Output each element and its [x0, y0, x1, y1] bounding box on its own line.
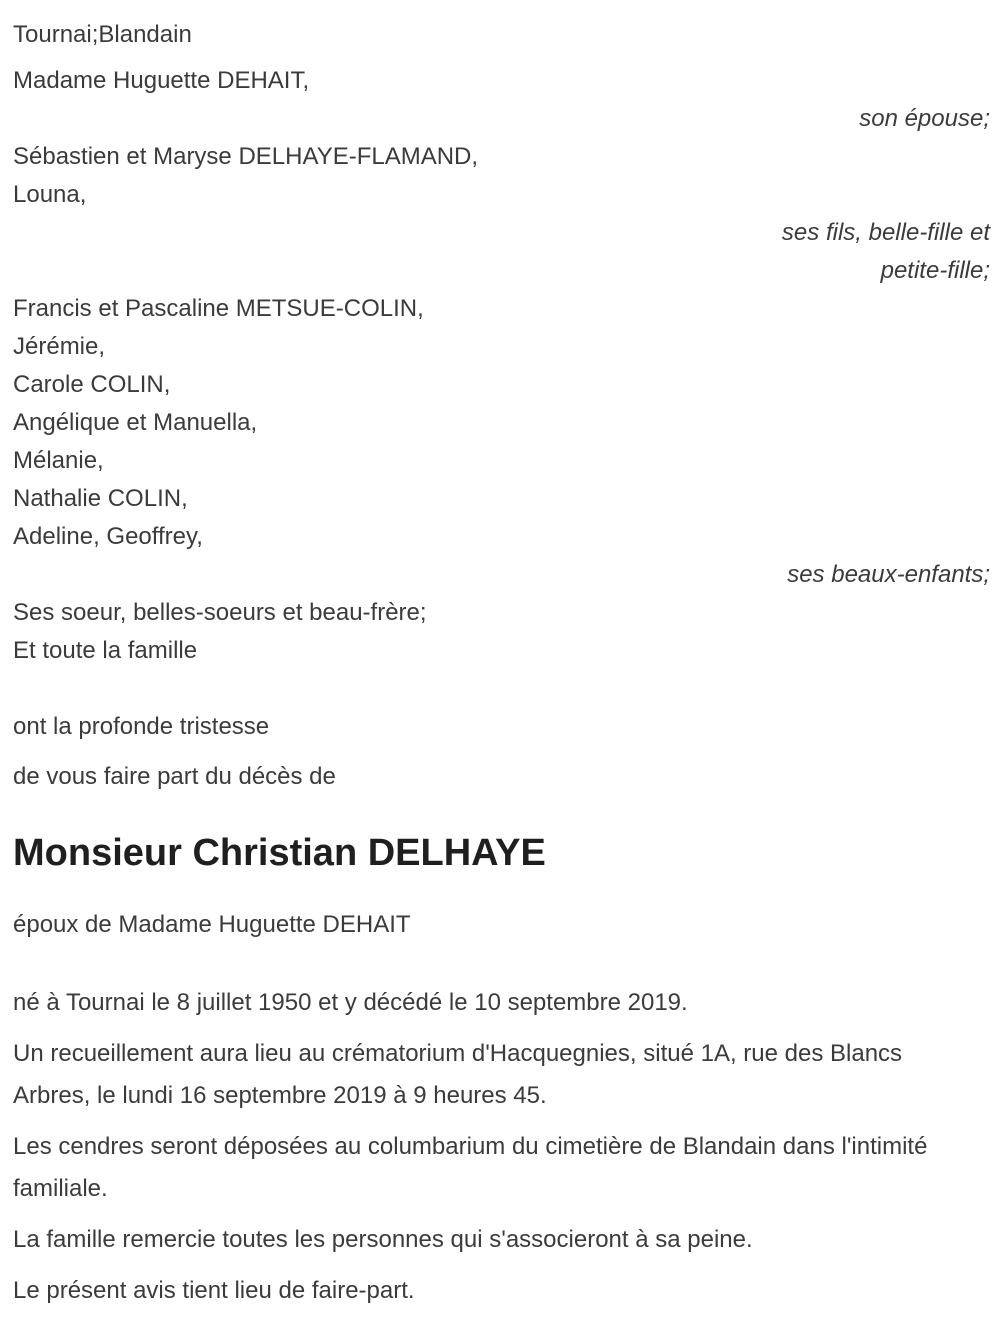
family-member-line: Louna,	[13, 181, 87, 208]
relation-label-line: son épouse;	[859, 105, 990, 132]
location-line: Tournai;Blandain	[13, 21, 192, 48]
family-member-line: Carole COLIN,	[13, 371, 171, 398]
relation-label-line: ses fils, belle-fille et	[781, 219, 990, 246]
detail-paragraph: Le présent avis tient lieu de faire-part.	[13, 1277, 415, 1304]
detail-paragraph: La famille remercie toutes les personnes qui s'associeront à sa peine.	[13, 1226, 753, 1253]
intro-line-1: ont la profonde tristesse	[13, 713, 270, 740]
family-member-line: Mélanie,	[13, 447, 104, 474]
family-member-line: Nathalie COLIN,	[13, 485, 188, 512]
detail-paragraph: né à Tournai le 8 juillet 1950 et y décédé le 10 septembre 2019.	[13, 989, 688, 1016]
family-member-line: Adeline, Geoffrey,	[13, 523, 203, 550]
relationship-line: époux de Madame Huguette DEHAIT	[13, 911, 411, 938]
family-member-line: Madame Huguette DEHAIT,	[13, 67, 310, 94]
family-member-line: Angélique et Manuella,	[13, 409, 258, 436]
family-list	[13, 62, 990, 670]
detail-paragraph: Un recueillement aura lieu au crématorium d'Hacquegnies, situé 1A, rue des Blancs Arbres, le lundi 16 septembre 2019 à 9 heures 45.	[13, 1040, 903, 1109]
family-member-line: Sébastien et Maryse DELHAYE-FLAMAND,	[13, 143, 479, 170]
family-member-line: Jérémie,	[13, 333, 106, 360]
detail-paragraph: Les cendres seront déposées au columbarium du cimetière de Blandain dans l'intimité familiale.	[13, 1133, 928, 1202]
relation-label-line: petite-fille;	[880, 257, 990, 284]
family-member-line: Ses soeur, belles-soeurs et beau-frère;	[13, 599, 427, 626]
details-block	[13, 982, 958, 1312]
family-member-line: Francis et Pascaline METSUE-COLIN,	[13, 295, 424, 322]
intro-block	[13, 708, 990, 796]
relation-label-line: ses beaux-enfants;	[787, 561, 990, 588]
intro-line-2: de vous faire part du décès de	[13, 763, 336, 790]
deceased-name-heading: Monsieur Christian DELHAYE	[13, 832, 546, 874]
family-member-line: Et toute la famille	[13, 637, 198, 664]
